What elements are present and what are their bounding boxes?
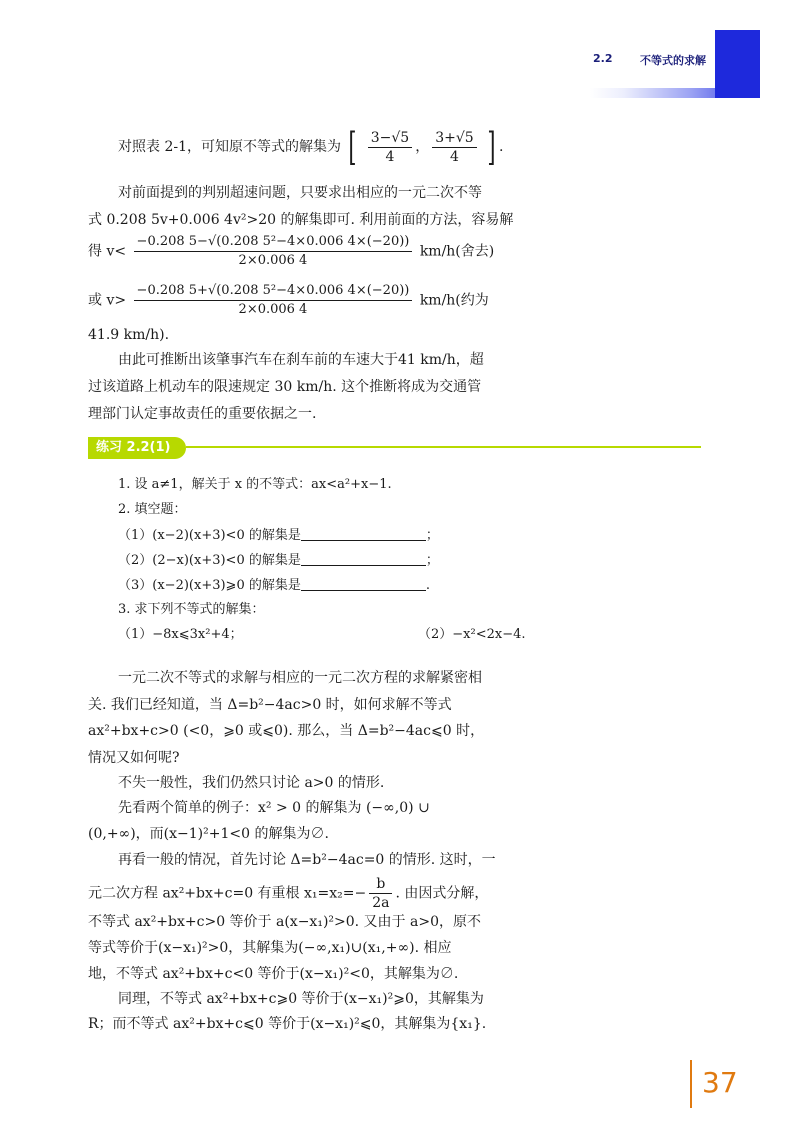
- p2-line4-numerator: −0.208 5+√(0.208 5²−4×0.006 4×(−20)): [134, 283, 413, 301]
- q2-3-blank: [301, 577, 426, 591]
- right-numerator: 3+√5: [432, 130, 476, 148]
- exercise-q3-1: （1）−8x⩽3x²+4；: [118, 627, 243, 642]
- q2-2-text: （2）(2−x)(x+3)<0 的解集是: [118, 553, 301, 568]
- q2-3-end: .: [425, 578, 430, 593]
- q2-2-blank: [301, 552, 426, 566]
- exercise-q2: 2. 填空题：: [118, 502, 187, 517]
- p2-line2: 式 0.208 5v+0.006 4v²>20 的解集即可. 利用前面的方法，容易解: [88, 212, 514, 228]
- b2-l1: 一元二次不等式的求解与相应的一元二次方程的求解紧密相: [118, 670, 482, 686]
- p3-line2: 过该道路上机动车的限速规定 30 km/h. 这个推断将成为交通管: [88, 379, 482, 395]
- b2-l6: 先看两个简单的例子：x² > 0 的解集为 (−∞,0) ∪: [118, 800, 430, 816]
- exercise-q1: 1. 设 a≠1，解关于 x 的不等式：ax<a²+x−1.: [118, 477, 392, 492]
- b2-l5: 不失一般性，我们仍然只讨论 a>0 的情形.: [118, 775, 385, 791]
- left-numerator: 3−√5: [368, 130, 412, 148]
- section-title: 不等式的求解: [640, 54, 706, 67]
- b2-l7: (0,+∞)，而(x−1)²+1<0 的解集为∅.: [88, 826, 329, 842]
- b2-l10: 不等式 ax²+bx+c>0 等价于 a(x−x₁)²>0. 又由于 a>0，原不: [88, 914, 481, 930]
- exercise-q2-1: [118, 527, 439, 544]
- p1-end: .: [498, 139, 504, 155]
- b2-l9-denominator: 2a: [372, 895, 390, 911]
- b2-l9-prefix: 元二次方程 ax²+bx+c=0 有重根 x₁=x₂=−: [88, 885, 367, 902]
- paragraph-interval-result: [118, 125, 504, 169]
- p2-line3-prefix: 得 v<: [88, 243, 127, 260]
- p1-text: 对照表 2-1，可知原不等式的解集为: [118, 139, 341, 155]
- b2-l4: 情况又如何呢?: [88, 750, 180, 766]
- b2-l9-fraction: [369, 876, 392, 911]
- b2-l8: 再看一般的情况，首先讨论 Δ=b²−4ac=0 的情形. 这时，一: [118, 852, 496, 868]
- q2-1-text: （1）(x−2)(x+3)<0 的解集是: [118, 528, 301, 543]
- q2-1-blank: [301, 527, 426, 541]
- p2-line5: 41.9 km/h).: [88, 327, 170, 343]
- p2-line4-fraction: [134, 283, 413, 318]
- b2-l14: R；而不等式 ax²+bx+c⩽0 等价于(x−x₁)²⩽0，其解集为{x₁}.: [88, 1016, 487, 1032]
- q2-2-end: ；: [425, 553, 439, 568]
- p2-line1: 对前面提到的判别超速问题，只要求出相应的一元二次不等: [118, 185, 482, 201]
- p3-line3: 理部门认定事故责任的重要依据之一.: [88, 406, 317, 422]
- b2-l13: 同理，不等式 ax²+bx+c⩾0 等价于(x−x₁)²⩾0，其解集为: [118, 991, 484, 1007]
- b2-l12: 地，不等式 ax²+bx+c<0 等价于(x−x₁)²<0，其解集为∅.: [88, 966, 459, 982]
- interval-close-bracket: ]: [487, 125, 496, 169]
- p2-line4-prefix: 或 v>: [88, 292, 127, 309]
- left-denominator: 4: [385, 148, 395, 165]
- b2-l9: [88, 876, 488, 911]
- page-number-rule: [690, 1060, 692, 1108]
- section-number: 2.2: [593, 52, 613, 65]
- b2-l3: ax²+bx+c>0 (<0，⩾0 或⩽0). 那么，当 Δ=b²−4ac⩽0 时，: [88, 723, 485, 739]
- p2-line3: [88, 234, 494, 269]
- exercise-q2-3: [118, 577, 430, 594]
- exercise-q3: 3. 求下列不等式的解集：: [118, 602, 265, 617]
- p2-line3-denominator: 2×0.006 4: [238, 253, 308, 268]
- q2-3-text: （3）(x−2)(x+3)⩾0 的解集是: [118, 578, 301, 593]
- exercise-title: 练习 2.2(1): [88, 437, 186, 459]
- exercise-q2-2: [118, 552, 439, 569]
- p2-line3-fraction: [134, 234, 413, 269]
- p2-line3-suffix: km/h(舍去): [419, 243, 495, 260]
- interval-left-fraction: [368, 130, 412, 165]
- p2-line4: [88, 283, 489, 318]
- b2-l2: 关. 我们已经知道，当 Δ=b²−4ac>0 时，如何求解不等式: [88, 697, 452, 713]
- q2-1-end: ；: [425, 528, 439, 543]
- p2-line4-denominator: 2×0.006 4: [238, 302, 308, 317]
- interval-open-bracket: [: [348, 125, 357, 169]
- exercise-q3-2: （2）−x²<2x−4.: [418, 627, 526, 642]
- p3-line1: 由此可推断出该肇事汽车在刹车前的车速大于41 km/h，超: [118, 352, 484, 368]
- interval-separator: ，: [415, 139, 430, 155]
- b2-l9-suffix: . 由因式分解，: [395, 885, 489, 902]
- p2-line4-suffix: km/h(约为: [419, 292, 489, 309]
- exercise-divider: [186, 446, 701, 448]
- b2-l9-numerator: b: [369, 876, 392, 894]
- b2-l11: 等式等价于(x−x₁)²>0，其解集为(−∞,x₁)∪(x₁,+∞). 相应: [88, 940, 452, 956]
- interval-right-fraction: [432, 130, 476, 165]
- right-denominator: 4: [449, 148, 459, 165]
- page-number: 37: [702, 1066, 738, 1099]
- header-blue-block: [715, 30, 760, 98]
- p2-line3-numerator: −0.208 5−√(0.208 5²−4×0.006 4×(−20)): [134, 234, 413, 252]
